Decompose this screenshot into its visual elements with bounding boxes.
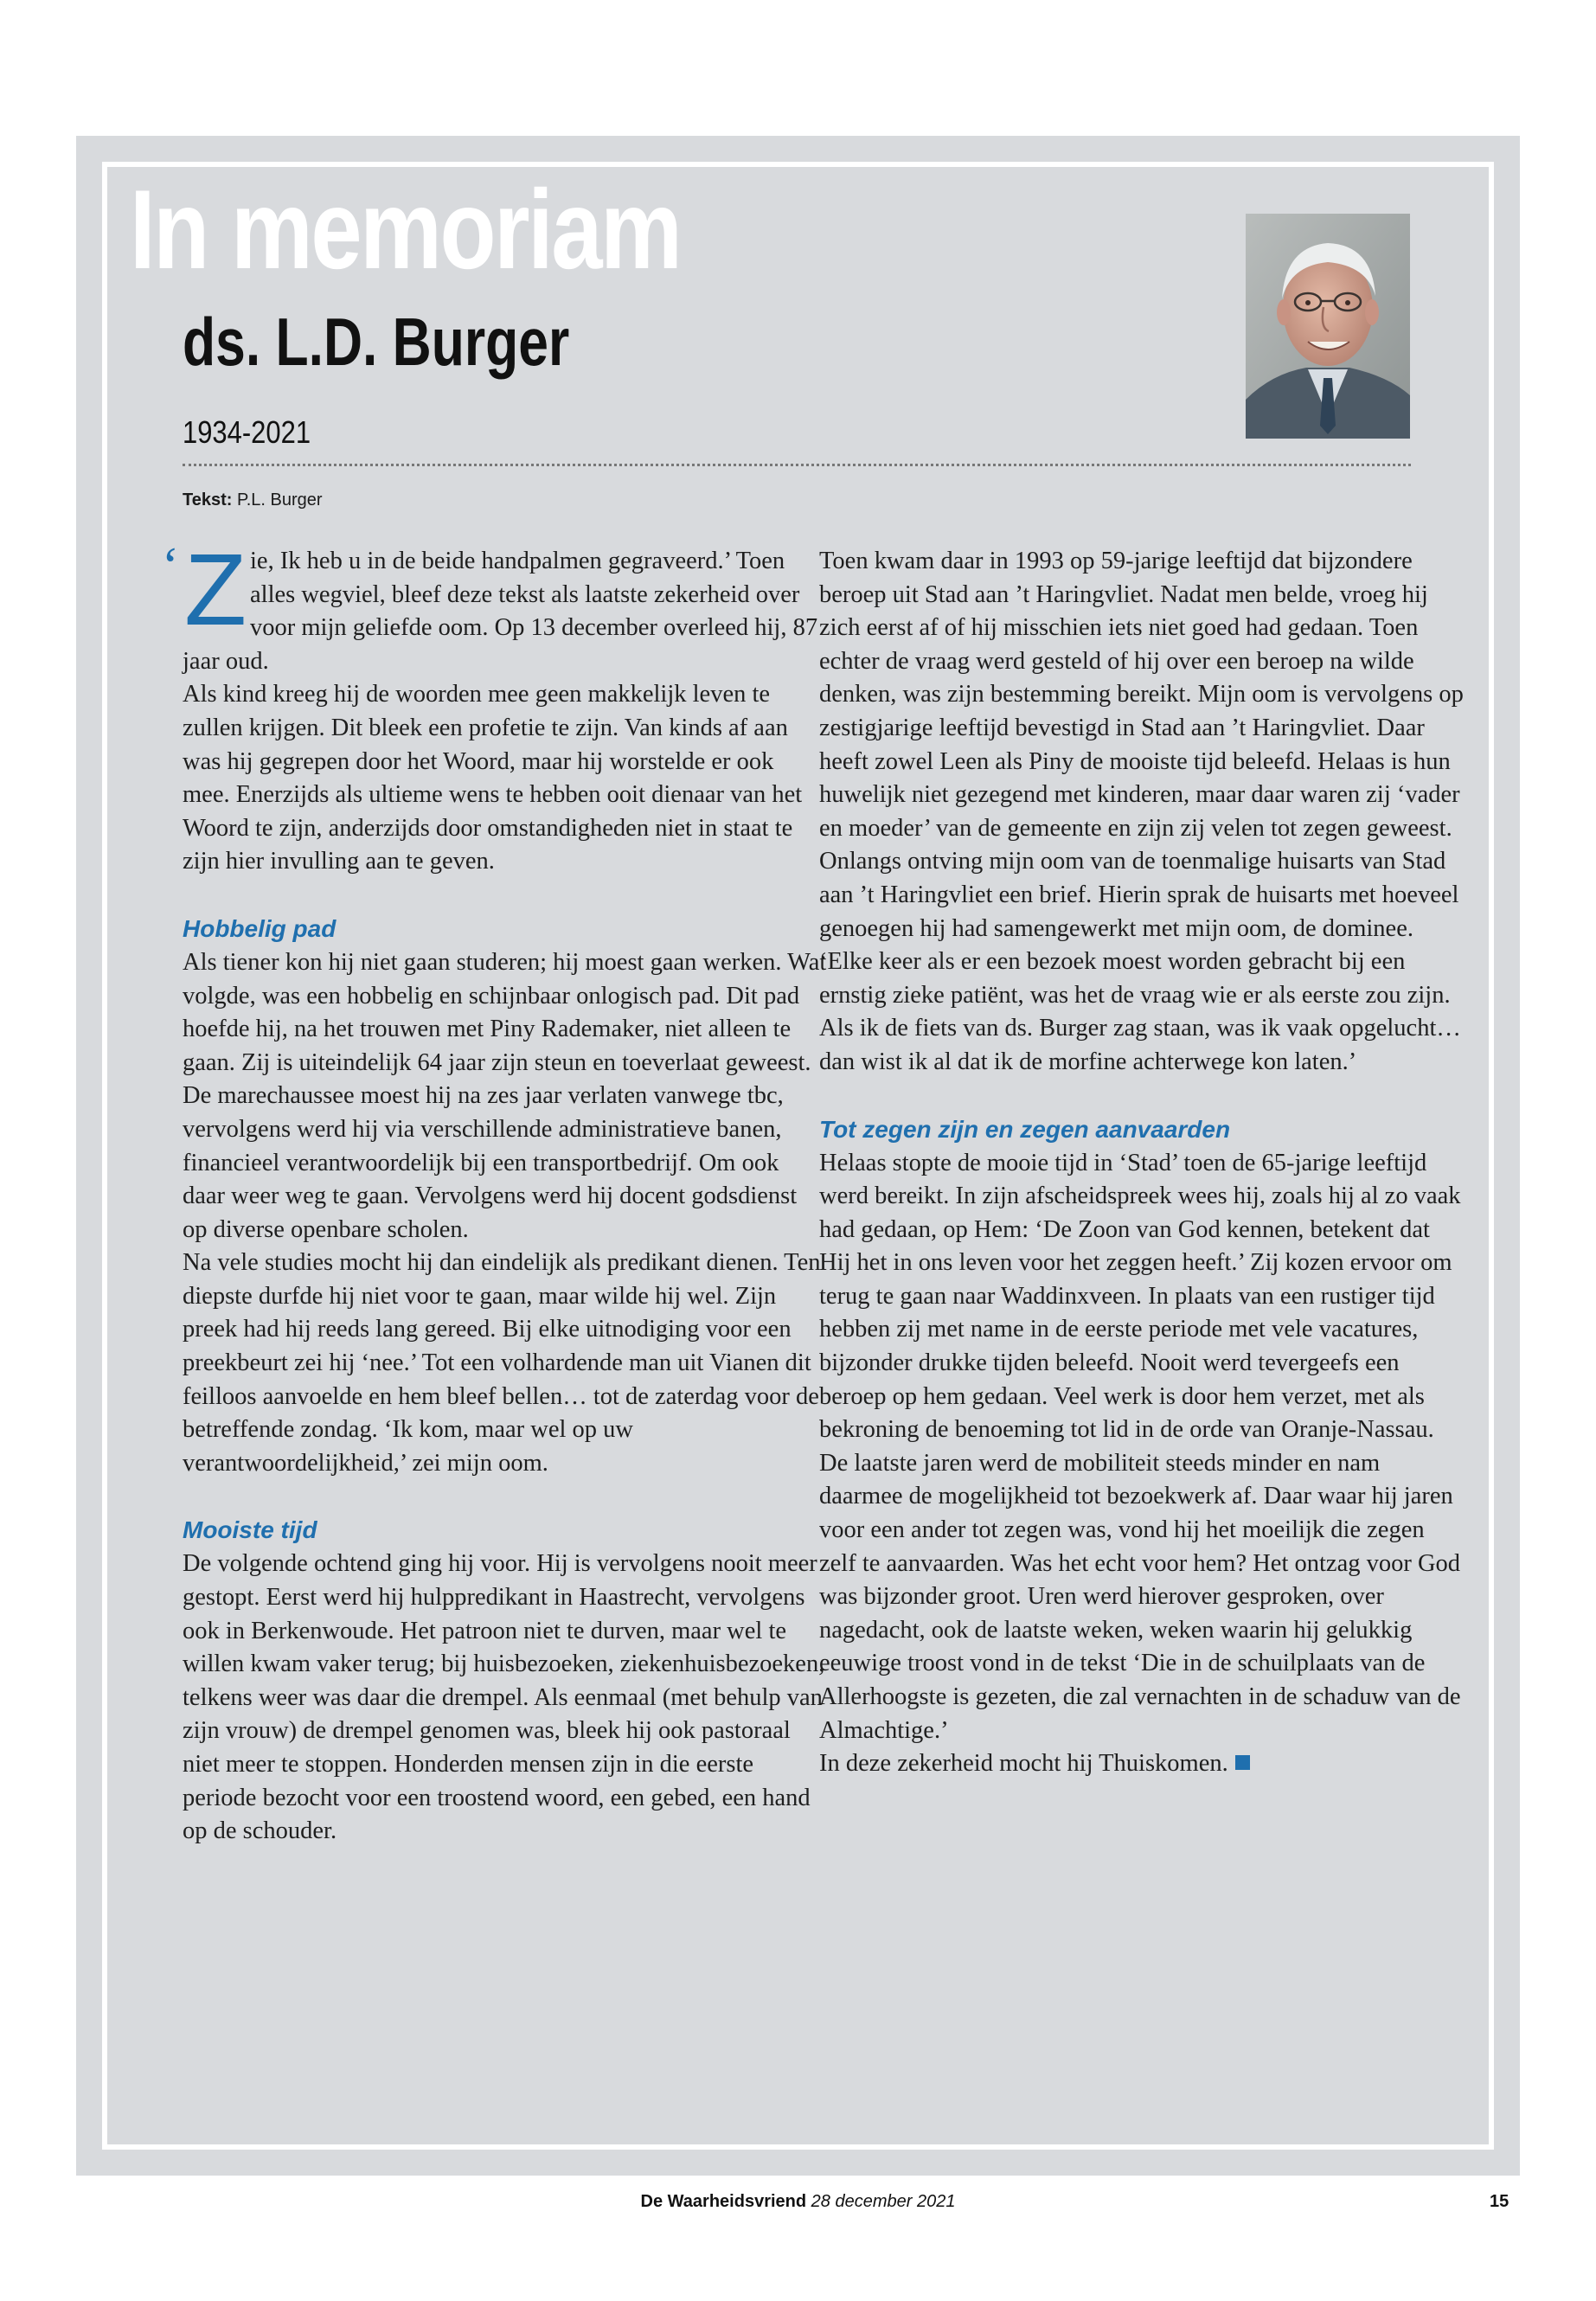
closing-paragraph <box>819 1747 1464 1781</box>
subheading-mooiste-tijd: Mooiste tijd <box>183 1516 317 1544</box>
credit-label: Tekst: <box>183 490 233 510</box>
publication-name: De Waarheidsvriend <box>640 2192 807 2211</box>
article-paragraph: Als tiener kon hij niet gaan studeren; hij moest gaan werken. Wat volgde, was een hobbelig en schijnbaar onlogisch pad. Dit pad hoefde hij, na het trouwen met Piny Rademaker, niet alleen te gaan. Zij is uiteindelijk 64 jaar zijn steun en toeverlaat geweest. De marechaussee moest hij na zes jaar verlaten vanwege tbc, vervolgens werd hij via verschillende administratieve banen, financieel verantwoordelijk bij een transportbedrijf. Om ook daar weer weg te gaan. Vervolgens werd hij docent godsdienst op diverse openbare scholen. <box>183 948 827 1243</box>
opening-quote-mark: ‘ <box>162 537 179 594</box>
author-credit <box>183 487 323 513</box>
article-paragraph: De volgende ochtend ging hij voor. Hij is vervolgens nooit meer gestopt. Eerst werd hij hulppredikant in Haastrecht, vervolgens ook in Berkenwoude. Het patroon niet te durven, maar wel te willen kwam vaker terug; bij huisbezoeken, ziekenhuisbezoeken, telkens weer was daar die drempel. Als eenmaal (met behulp van zijn vrouw) de drempel genomen was, bleek hij ook pastoraal niet meer te stoppen. Honderden mensen zijn in die eerste periode bezocht voor een troostend woord, een gebed, een hand op de schouder. <box>183 1550 825 1845</box>
drop-cap-letter: Z <box>184 533 247 647</box>
closing-sentence: In deze zekerheid mocht hij Thuiskomen. <box>819 1750 1228 1778</box>
dotted-divider <box>183 464 1411 466</box>
section-title: In memoriam <box>130 166 681 292</box>
page-footer <box>0 2189 1596 2214</box>
article-paragraph: Helaas stopte de mooie tijd in ‘Stad’ toen de 65-jarige leeftijd werd bereikt. In zijn afscheidspreek wees hij, zoals hij al zo vaak had gedaan, op Hem: ‘De Zoon van God kennen, betekent dat Hij het in ons leven voor het zeggen heeft.’ Zij kozen ervoor om terug te gaan naar Waddinxveen. In plaats van een rustiger tijd hebben zij met name in de eerste periode met vele vacatures, bijzonder drukke tijden beleefd. Nooit werd tevergeefs een beroep op hem gedaan. Veel werk is door hem verzet, met als bekroning de benoeming tot lid in de orde van Oranje-Nassau. <box>819 1149 1461 1444</box>
article-paragraph: Na vele studies mocht hij dan eindelijk als predikant dienen. Ten diepste durfde hij niet voor te gaan, maar wilde hij wel. Zijn preek had hij reeds lang gereed. Bij elke uitnodiging voor een preekbeurt zei hij ‘nee.’ Tot een volhardende man uit Vianen dit feilloos aanvoelde en hem bleef bellen… tot de zaterdag voor de betreffende zondag. ‘Ik kom, maar wel op uw verantwoordelijkheid,’ zei mijn oom. <box>183 1249 821 1477</box>
article-paragraph: De laatste jaren werd de mobiliteit steeds minder en nam daarmee de mogelijkheid tot bezoekwerk af. Daar waar hij jaren voor een ander tot zegen was, vond hij het moeilijk die zegen zelf te aanvaarden. Was het echt voor hem? Het ontzag voor God was bijzonder groot. Uren werd hierover gesproken, over nagedacht, ook de laatste weken, weken waarin hij gelukkig eeuwige troost vond in de tekst ‘Die in de schuilplaats van de Allerhoogste is gezeten, die zal vernachten in de schaduw van de Almachtige.’ <box>819 1449 1461 1744</box>
portrait-illustration <box>1246 214 1410 439</box>
article-column-right <box>819 545 1464 1781</box>
credit-author: P.L. Burger <box>236 490 323 510</box>
page-number: 15 <box>1490 2192 1509 2211</box>
portrait-photo-icon <box>1246 214 1410 439</box>
end-mark-icon <box>1235 1755 1250 1770</box>
article-column-left <box>162 533 827 1849</box>
publication-date: 28 december 2021 <box>811 2192 956 2211</box>
intro-paragraph: ie, Ik heb u in de beide handpalmen gegraveerd.’ Toen alles wegviel, bleef deze tekst als laatste zekerheid over voor mijn geliefde oom. Op 13 december overleed hij, 87 jaar oud. <box>183 548 818 675</box>
article-paragraph: Als kind kreeg hij de woorden mee geen makkelijk leven te zullen krijgen. Dit bleek een profetie te zijn. Van kinds af aan was hij gegrepen door het Woord, maar hij worstelde er ook mee. Enerzijds als ultieme wens te hebben ooit dienaar van het Woord te zijn, anderzijds door omstandigheden niet in staat te zijn hier invulling aan te geven. <box>183 681 803 875</box>
article-paragraph: Onlangs ontving mijn oom van de toenmalige huisarts van Stad aan ’t Haringvliet een brief. Hierin sprak de huisarts met hoeveel genoegen hij had samengewerkt met mijn oom, de dominee. ‘Elke keer als er een bezoek moest worden gebracht bij een ernstig zieke patiënt, was het de vraag wie er als eerste zou zijn. Als ik de fiets van ds. Burger zag staan, was ik vaak opgelucht… dan wist ik al dat ik de morfine achterwege kon laten.’ <box>819 848 1461 1075</box>
article-paragraph: Toen kwam daar in 1993 op 59-jarige leeftijd dat bijzondere beroep uit Stad aan ’t Haringvliet. Nadat men belde, vroeg hij zich eerst af of hij misschien iets niet goed had gedaan. Toen echter de vraag werd gesteld of hij over een beroep na wilde denken, was zijn bestemming bereikt. Mijn oom is vervolgens op zestigjarige leeftijd bevestigd in Stad aan ’t Haringvliet. Daar heeft zowel Leen als Piny de mooiste tijd beleefd. Helaas is hun huwelijk niet gezegend met kinderen, maar daar waren zij ‘vader en moeder’ van de gemeente en zijn zij velen tot zegen geweest. <box>819 548 1464 842</box>
life-years: 1934-2021 <box>183 414 311 450</box>
subheading-tot-zegen: Tot zegen zijn en zegen aanvaarden <box>819 1115 1231 1143</box>
drop-cap <box>162 533 247 647</box>
deceased-name: ds. L.D. Burger <box>183 304 570 380</box>
subheading-hobbelig-pad: Hobbelig pad <box>183 914 337 942</box>
